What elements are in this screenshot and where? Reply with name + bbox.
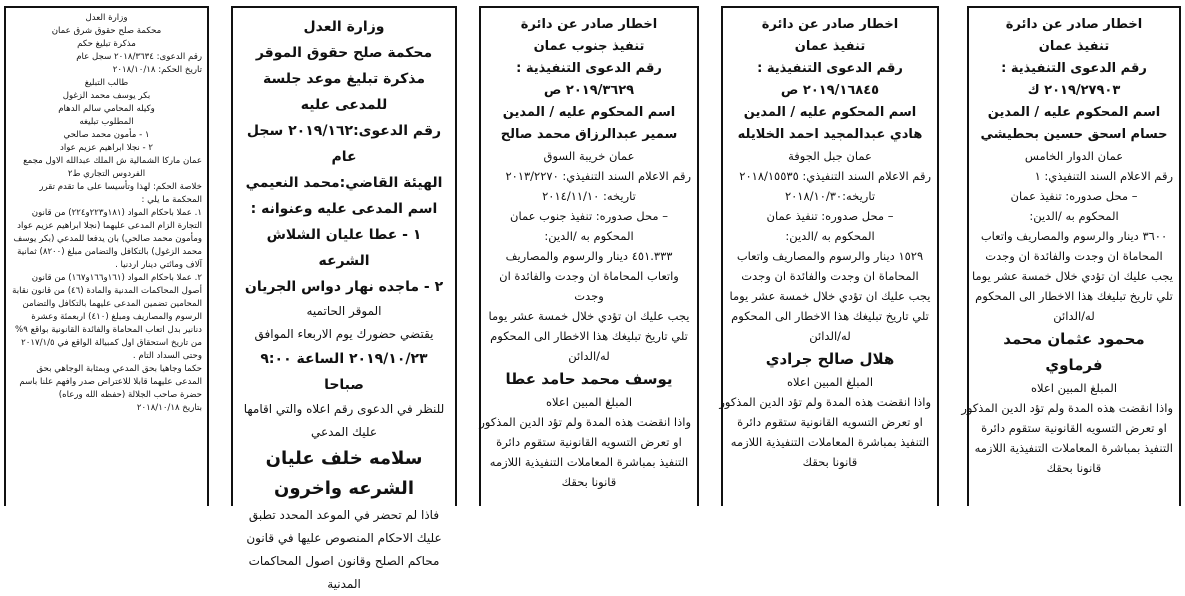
case-number: رقم الدعوى:٢٠١٩/١٦٢ سجل عام <box>246 123 442 165</box>
judgment-amount: ٤٥١.٣٣٣ دينار والرسوم والمصاريف <box>505 249 673 263</box>
judgment-amount: ١٥٢٩ دينار والرسوم والمصاريف واتعاب <box>736 249 924 263</box>
notice-execution-south-amman-3629 <box>479 6 699 506</box>
creditor-name: يوسف محمد حامد عطا <box>505 370 673 388</box>
defendant-address: الموقر الحاتميه <box>306 304 382 318</box>
body-text: المحاماة ان وجدت والفائدة ان وجدت <box>985 249 1163 263</box>
hearing-date-time: ٢٠١٩/١٠/٢٣ الساعة ٩:٠٠ صباحا <box>260 351 428 393</box>
judgment-summary: خلاصة الحكم: لهذا وتأسيسا على ما تقدم تقرر <box>39 182 202 192</box>
ruling-date: بتاريخ ٢٠١٨/١٠/١٨ <box>136 403 202 413</box>
ruling-clause-2: ٢. عملا باحكام المواد (١٦١و١٦٦و١٦٧) من قانون أصول المحاكمات المدنية والمادة (٤٦) من قانون نقابة المحامين تضمين المدعى عليهما بالتكافل والتضامن الرسوم والمصاريف ومبلغ (٤١٠) اربعمئة وعشرة دنانير بدل اتعاب المحاماة والفائدة القانونية بواقع ٩% من تاريخ استحقاق اول كمبيالة الواقع في ٢٠١٧/١/٥ وحتى السداد التام . <box>12 273 202 361</box>
body-text: تلي تاريخ تبليغك هذا الاخطار الى المحكوم <box>975 289 1173 303</box>
body-text: او تعرض التسويه القانونية ستقوم دائرة <box>981 421 1167 435</box>
body-text: قانونا بحقك <box>561 475 617 489</box>
notice-department: تنفيذ عمان <box>794 39 866 54</box>
ministry-heading: وزارة العدل <box>303 19 385 35</box>
creditor-label: له/الدائن <box>568 349 610 363</box>
creditor-label: له/الدائن <box>809 329 851 343</box>
case-number-label: رقم الدعوى التنفيذية : <box>1001 61 1147 76</box>
notice-heading: اخطار صادر عن دائرة <box>520 17 658 32</box>
defendant-1: ١ - عطا عليان الشلاش الشرعه <box>266 227 422 269</box>
notified-party-1: ١ - مأمون محمد صالحي <box>63 130 150 140</box>
issuing-office: – محل صدوره: تنفيذ عمان <box>766 209 894 223</box>
notice-department: تنفيذ جنوب عمان <box>533 39 645 54</box>
creditor-name: محمود عثمان محمد فرماوي <box>1003 330 1145 374</box>
body-text: واذا انقضت هذه المدة ولم تؤد الدين المذكور <box>719 395 931 409</box>
judgment-reference: رقم الاعلام السند التنفيذي: ٢٠١٣/٢٢٧٠ <box>505 169 691 183</box>
notice-execution-amman-16845 <box>721 6 939 506</box>
body-text: او تعرض التسويه القانونية ستقوم دائرة <box>737 415 923 429</box>
body-text: يجب عليك ان تؤدي خلال خمسة عشر يوما <box>729 289 931 303</box>
judgment-notification-notice <box>4 6 209 506</box>
debtor-address: عمان الدوار الخامس <box>1024 149 1124 163</box>
notified-label: المطلوب تبليغه <box>79 117 134 127</box>
case-number: رقم الدعوى: ٢٠١٨/٣٦٣٤ سجل عام <box>76 52 202 62</box>
body-text: محاكم الصلح وقانون اصول المحاكمات <box>248 554 440 568</box>
case-number: ٢٠١٩/٣٦٢٩ ص <box>543 83 635 98</box>
body-text: المبلغ المبين اعلاه <box>1030 381 1118 395</box>
notice-heading: اخطار صادر عن دائرة <box>761 17 899 32</box>
ruling-clause-1: ١. عملا باحكام المواد (١٨١و٢٢٣و٢٢٤) من قانون التجارة الزام المدعى عليهما (نجلا ابراهيم عزيم عواد ومأمون محمد صالحي) بان يدفعا للمدعي (بكر يوسف محمد الزغول) بالتكافل والتضامن مبلغ (٨٢٠٠) ثمانية آلاف ومائتي دينار اردنيا . <box>13 208 202 270</box>
judgment-amount: ٣٦٠٠ دينار والرسوم والمصاريف واتعاب <box>980 229 1168 243</box>
judgment-summary-cont: المحكمة ما يلي : <box>141 195 202 205</box>
body-text: المبلغ المبين اعلاه <box>786 375 874 389</box>
body-text: تلي تاريخ تبليغك هذا الاخطار الى المحكوم <box>731 309 929 323</box>
body-text: واذا انقضت هذه المدة ولم تؤد الدين المذكور <box>961 401 1173 415</box>
debtor-name: هادي عبدالمجيد احمد الخلايله <box>737 127 923 142</box>
body-text: يجب عليك ان تؤدي خلال خمسة عشر يوما <box>971 269 1173 283</box>
case-number: ٢٠١٩/١٦٨٤٥ ص <box>780 83 880 98</box>
debtor-name: حسام اسحق حسين بحطيشي <box>980 127 1168 142</box>
body-text: واذا انقضت هذه المدة ولم تؤد الدين المذكور <box>479 415 691 429</box>
body-text: التنفيذ بمباشرة المعاملات التنفيذية اللازمه <box>974 441 1173 455</box>
body-text: يجب عليك ان تؤدي خلال خمسة عشر يوما <box>488 309 690 323</box>
requester-label: طالب التبليغ <box>84 78 129 88</box>
court-name: محكمة صلح حقوق شرق عمان <box>51 26 162 36</box>
debtor-label: اسم المحكوم عليه / المدين <box>743 105 917 120</box>
creditor-label: له/الدائن <box>1053 309 1095 323</box>
body-text: للنظر في الدعوى رقم اعلاه والتي اقامها <box>243 402 445 416</box>
requester-name: بكر يوسف محمد الزغول <box>62 91 151 101</box>
body-text: المدنية <box>327 577 361 591</box>
ruling-statement: حكما وجاهيا بحق المدعي وبمثابة الوجاهي بحق المدعى عليهما قابلا للاعتراض صدر وافهم علنا باسم حضرة صاحب الجلالة (حفظه الله ورعاه) <box>19 364 202 400</box>
memo-title: مذكرة تبليغ حكم <box>77 39 136 49</box>
notified-party-2: ٢ - نجلا ابراهيم عزيم عواد <box>60 143 153 153</box>
plaintiff-label: عليك المدعي <box>310 425 378 439</box>
body-text: التنفيذ بمباشرة المعاملات التنفيذية اللازمه <box>730 435 930 449</box>
notice-department: تنفيذ عمان <box>1038 39 1110 54</box>
notified-address-cont: الفردوس التجاري ط٢ <box>67 169 146 179</box>
case-number-label: رقم الدعوى التنفيذية : <box>516 61 662 76</box>
body-text: عليك الاحكام المنصوص عليها في قانون <box>246 531 442 545</box>
ministry-heading: وزارة العدل <box>85 13 128 23</box>
judgment-date: تاريخ الحكم: ٢٠١٨/١٠/١٨ <box>112 65 202 75</box>
hearing-summons-notice <box>231 6 457 591</box>
body-text: المحاماة ان وجدت والفائدة ان وجدت <box>741 269 919 283</box>
judgment-amount-label: المحكوم به /الدين: <box>1029 209 1119 223</box>
body-text: واتعاب المحاماة ان وجدت والفائدة ان <box>499 269 679 283</box>
judgment-reference: رقم الاعلام السند التنفيذي: ٢٠١٨/١٥٥٣٥ <box>739 169 931 183</box>
notice-execution-amman-27903 <box>961 6 1181 506</box>
judgment-amount-label: المحكوم به /الدين: <box>544 229 634 243</box>
creditor-name: هلال صالح جرادي <box>765 350 895 368</box>
debtor-label: اسم المحكوم عليه / المدين <box>987 105 1161 120</box>
body-text: فاذا لم تحضر في الموعد المحدد تطبق <box>248 508 440 522</box>
issuing-office: – محل صدوره: تنفيذ جنوب عمان <box>510 209 668 223</box>
body-text: قانونا بحقك <box>1046 461 1102 475</box>
body-text: التنفيذ بمباشرة المعاملات التنفيذية اللازمه <box>489 455 689 469</box>
body-text: المبلغ المبين اعلاه <box>545 395 633 409</box>
plaintiff-name: سلامه خلف عليان الشرعه واخرون <box>265 448 423 499</box>
body-text: تلي تاريخ تبليغك هذا الاخطار الى المحكوم <box>490 329 688 343</box>
defendant-2: ٢ - ماجده نهار دواس الجريان <box>244 279 444 295</box>
issuing-office: – محل صدوره: تنفيذ عمان <box>1010 189 1138 203</box>
debtor-address: عمان خريبة السوق <box>543 149 635 163</box>
body-text: قانونا بحقك <box>802 455 858 469</box>
judgment-date: تاريخه:٢٠١٨/١٠/٣٠ <box>784 189 876 203</box>
debtor-name: سمير عبدالرزاق محمد صالح <box>500 127 678 142</box>
attorney-name: وكيله المحامي سالم الدهام <box>58 104 155 114</box>
judgment-amount-label: المحكوم به /الدين: <box>785 229 875 243</box>
notified-address: عمان ماركا الشمالية ش الملك عبدالله الاول مجمع <box>23 156 202 166</box>
judgment-reference: رقم الاعلام السند التنفيذي: ١ <box>1034 169 1173 183</box>
court-name: محكمة صلح حقوق الموقر <box>255 45 433 61</box>
judgment-date: تاريخه: ٢٠١٤/١١/١٠ <box>542 189 636 203</box>
debtor-address: عمان جبل الجوفة <box>788 149 872 163</box>
case-number: ٢٠١٩/٢٧٩٠٣ ك <box>1027 83 1121 98</box>
case-number-label: رقم الدعوى التنفيذية : <box>757 61 903 76</box>
body-text: او تعرض التسويه القانونية ستقوم دائرة <box>496 435 682 449</box>
notice-heading: اخطار صادر عن دائرة <box>1005 17 1143 32</box>
debtor-label: اسم المحكوم عليه / المدين <box>502 105 676 120</box>
judge-name: الهيئة القاضي:محمد النعيمي <box>245 175 443 191</box>
body-text: وجدت <box>574 289 604 303</box>
memo-title: مذكرة تبليغ موعد جلسة للمدعى عليه <box>262 71 426 113</box>
body-text: يقتضي حضورك يوم الاربعاء الموافق <box>254 327 434 341</box>
defendant-label: اسم المدعى عليه وعنوانه : <box>250 201 438 217</box>
